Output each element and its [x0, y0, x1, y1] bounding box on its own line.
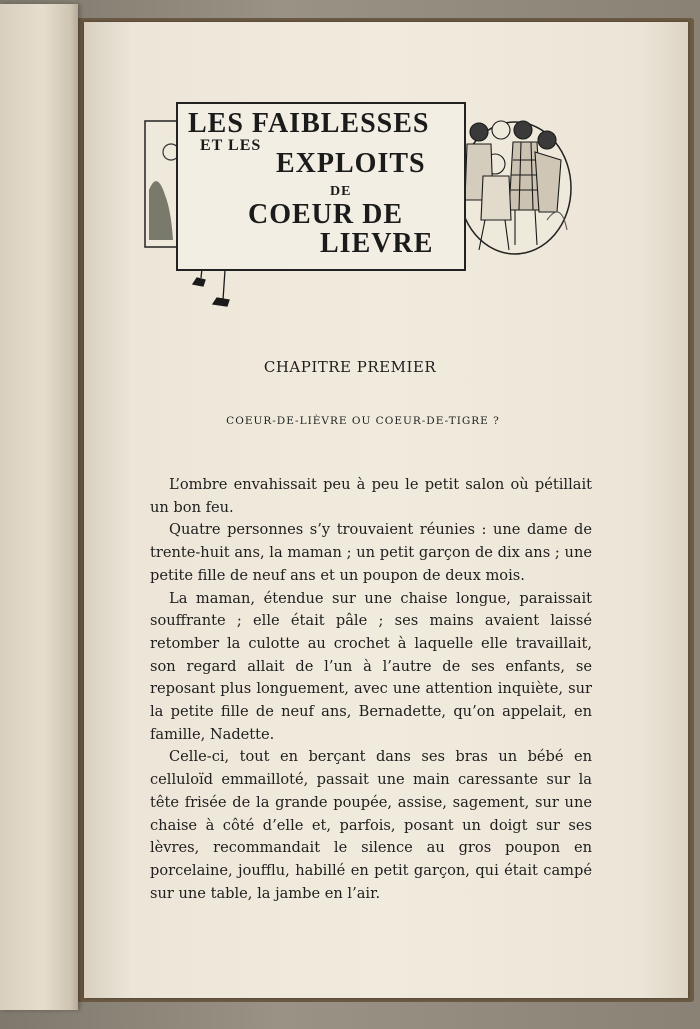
book-title-line-3: EXPLOITS [276, 148, 426, 179]
left-page [0, 4, 78, 1010]
chapter-title: CHAPITRE PREMIER [263, 358, 437, 376]
paragraph: Celle-ci, tout en berçant dans ses bras un bébé en celluloïd emmailloté, passait une main caressante sur la tête frisée de la grande poupée, assise, sagement, sur une chaise à côté d’elle et, parfois, posant un doigt sur ses lèvres, recommandait le silence au gros poupon en porcelaine, joufflu, habillé en petit garçon, qui était campé sur une table, la jambe en l’air. [150, 748, 592, 902]
book-title-line-5: COEUR DE [248, 199, 404, 230]
paragraph: La maman, étendue sur une chaise longue, paraissait souffrante ; elle était pâle ; ses mains avaient laissé retomber la culotte au crochet à laquelle elle travaillait, son regard allait de l’un à l’autre de ses enfants, se reposant plus longuement, avec une attention inquiète, sur la petite fille de neuf ans, Bernadette, qu’on appelait, en famille, Nadette. [150, 589, 592, 743]
paragraph: L’ombre envahissait peu à peu le petit salon où pétillait un bon feu. [150, 476, 592, 516]
book-title-line-2: ET LES [200, 137, 262, 154]
book-title-line-4: DE [330, 184, 352, 199]
book-title-line-6: LIEVRE [320, 228, 434, 259]
book-title-line-1: LES FAIBLESSES [188, 108, 430, 139]
chapter-subtitle: COEUR-DE-LIÈVRE OU COEUR-DE-TIGRE ? [226, 415, 500, 427]
body-text [150, 474, 592, 905]
paragraph: Quatre personnes s’y trouvaient réunies : une dame de trente-huit ans, la maman ; un petit garçon de dix ans ; une petite fille de neuf ans et un poupon de deux mois. [150, 521, 592, 584]
